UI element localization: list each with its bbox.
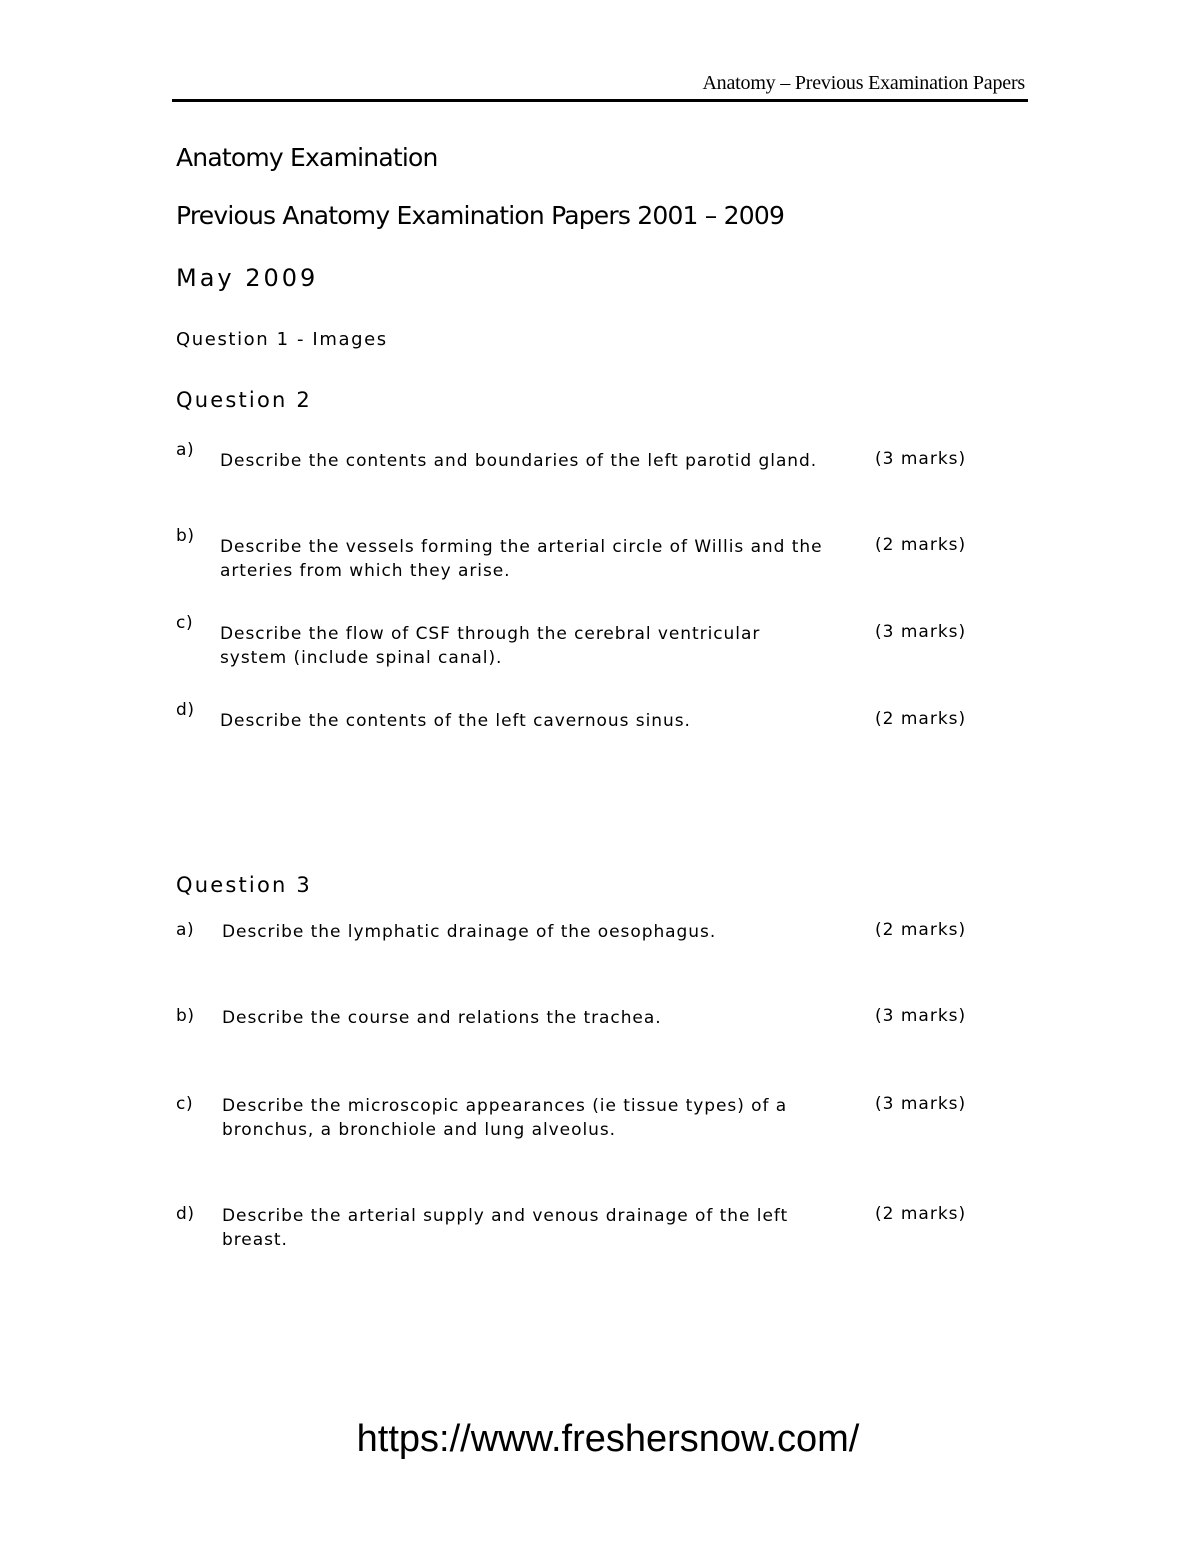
header-rule [172, 99, 1028, 102]
item-letter: d) [176, 1204, 195, 1224]
item-text: Describe the arterial supply and venous drainage of the left breast. [222, 1206, 789, 1250]
item-text: Describe the contents of the left cavernous sinus. [220, 711, 691, 731]
item-text: Describe the course and relations the trachea. [222, 1008, 662, 1028]
item-marks: (3 marks) [875, 1006, 967, 1026]
item-marks: (3 marks) [875, 1094, 967, 1114]
item-letter: a) [176, 440, 195, 460]
question-3-heading: Question 3 [176, 873, 312, 897]
item-letter: c) [176, 1094, 194, 1114]
question-1-label: Question 1 - Images [176, 329, 388, 350]
exam-session: May 2009 [176, 264, 319, 292]
document-title: Anatomy Examination [176, 143, 438, 172]
footer-url: https://www.freshersnow.com/ [356, 1418, 860, 1460]
item-letter: d) [176, 700, 195, 720]
item-text: Describe the microscopic appearances (ie tissue types) of a bronchus, a bronchiole and lung alveolus. [222, 1096, 788, 1140]
item-letter: a) [176, 920, 195, 940]
item-marks: (3 marks) [875, 622, 967, 642]
item-text: Describe the vessels forming the arterial circle of Willis and the arteries from which they arise. [220, 537, 823, 581]
item-text: Describe the lymphatic drainage of the oesophagus. [222, 922, 717, 942]
item-letter: c) [176, 613, 194, 633]
item-text: Describe the flow of CSF through the cerebral ventricular system (include spinal canal). [220, 624, 761, 668]
item-letter: b) [176, 1006, 195, 1026]
item-text: Describe the contents and boundaries of the left parotid gland. [220, 451, 818, 471]
item-marks: (2 marks) [875, 920, 967, 940]
question-2-heading: Question 2 [176, 388, 312, 412]
running-header: Anatomy – Previous Examination Papers [702, 72, 1025, 94]
item-marks: (3 marks) [875, 449, 967, 469]
item-marks: (2 marks) [875, 535, 967, 555]
item-marks: (2 marks) [875, 1204, 967, 1224]
document-subtitle: Previous Anatomy Examination Papers 2001 – 2009 [176, 201, 785, 230]
item-letter: b) [176, 526, 195, 546]
item-marks: (2 marks) [875, 709, 967, 729]
